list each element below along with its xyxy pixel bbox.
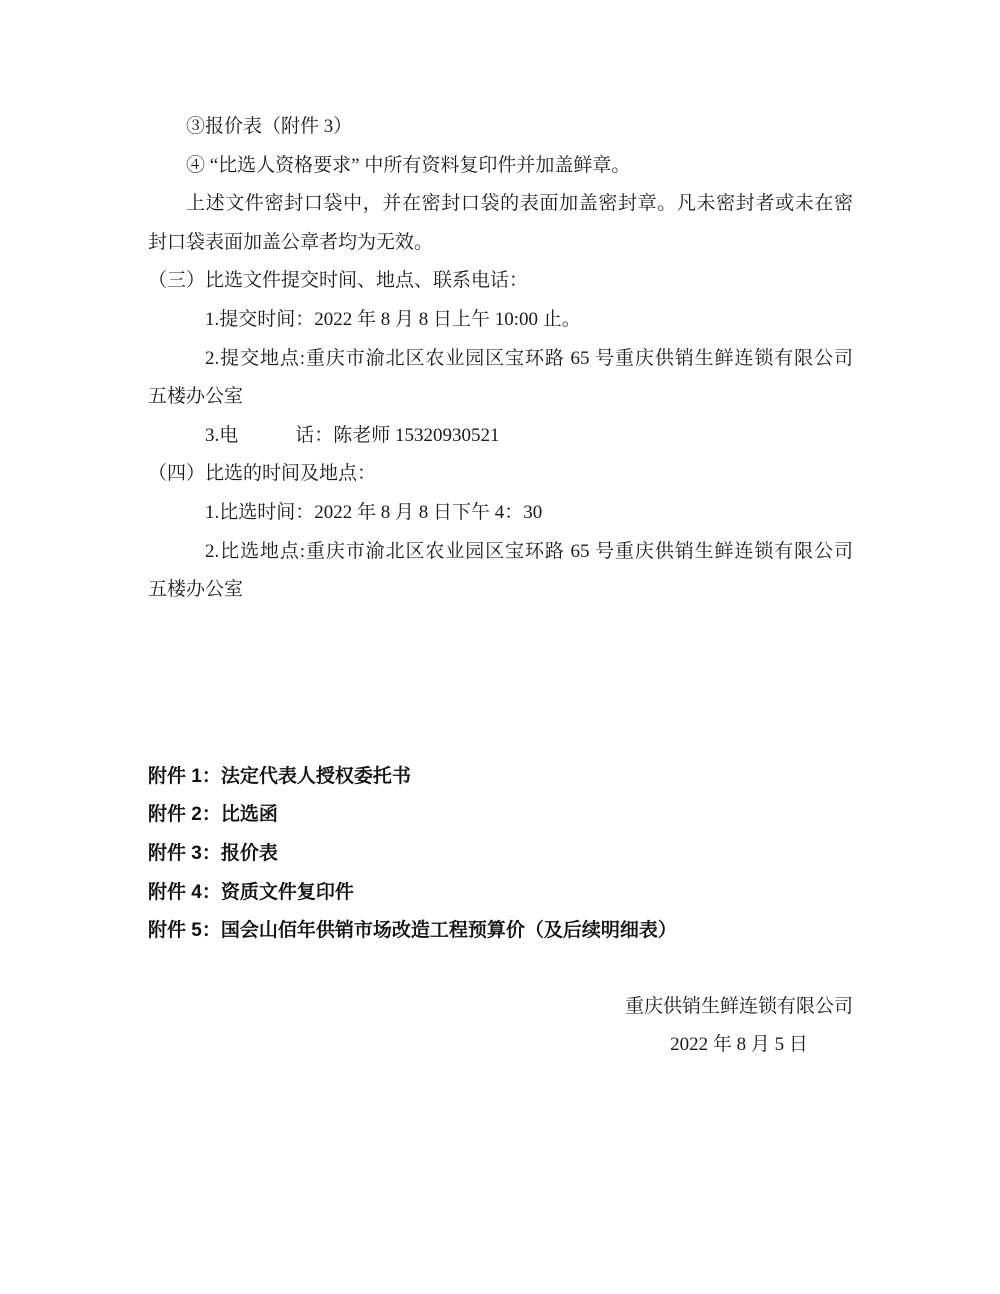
section-heading: （三）比选文件提交时间、地点、联系电话：: [148, 270, 529, 292]
attachment-item: 附件 1：法定代表人授权委托书: [148, 765, 411, 787]
body-line: 2.提交地点:重庆市渝北区农业园区宝环路 65 号重庆供销生鲜连锁有限公司: [205, 347, 853, 369]
body-line: 五楼办公室: [148, 579, 244, 601]
signature-date: 2022 年 8 月 5 日: [670, 1034, 808, 1056]
document-content: [148, 108, 853, 1065]
body-line: 上述文件密封口袋中，并在密封口袋的表面加盖密封章。凡未密封者或未在密: [186, 193, 853, 215]
attachment-item: 附件 5：国会山佰年供销市场改造工程预算价（及后续明细表）: [148, 920, 677, 942]
attachment-item: 附件 3：报价表: [148, 842, 278, 864]
body-line: 3.电 话：陈老师 15320930521: [205, 424, 500, 446]
section-heading: （四）比选的时间及地点：: [148, 463, 377, 485]
body-line: 2.比选地点:重庆市渝北区农业园区宝环路 65 号重庆供销生鲜连锁有限公司: [205, 540, 853, 562]
body-line: 1.提交时间：2022 年 8 月 8 日上午 10:00 止。: [205, 308, 581, 330]
body-line: ③报价表（附件 3）: [186, 116, 353, 137]
body-text-block: [148, 108, 853, 610]
body-line: 封口袋表面加盖公章者均为无效。: [148, 231, 434, 253]
signature-company: 重庆供销生鲜连锁有限公司: [624, 995, 853, 1017]
body-line: 1.比选时间：2022 年 8 月 8 日下午 4：30: [205, 501, 543, 523]
attachment-item: 附件 2：比选函: [148, 804, 278, 826]
body-line: ④ “比选人资格要求” 中所有资料复印件并加盖鲜章。: [186, 154, 631, 176]
attachment-list: [148, 758, 853, 951]
attachment-item: 附件 4：资质文件复印件: [148, 881, 354, 903]
signature-block: [625, 988, 853, 1065]
body-line: 五楼办公室: [148, 386, 244, 408]
